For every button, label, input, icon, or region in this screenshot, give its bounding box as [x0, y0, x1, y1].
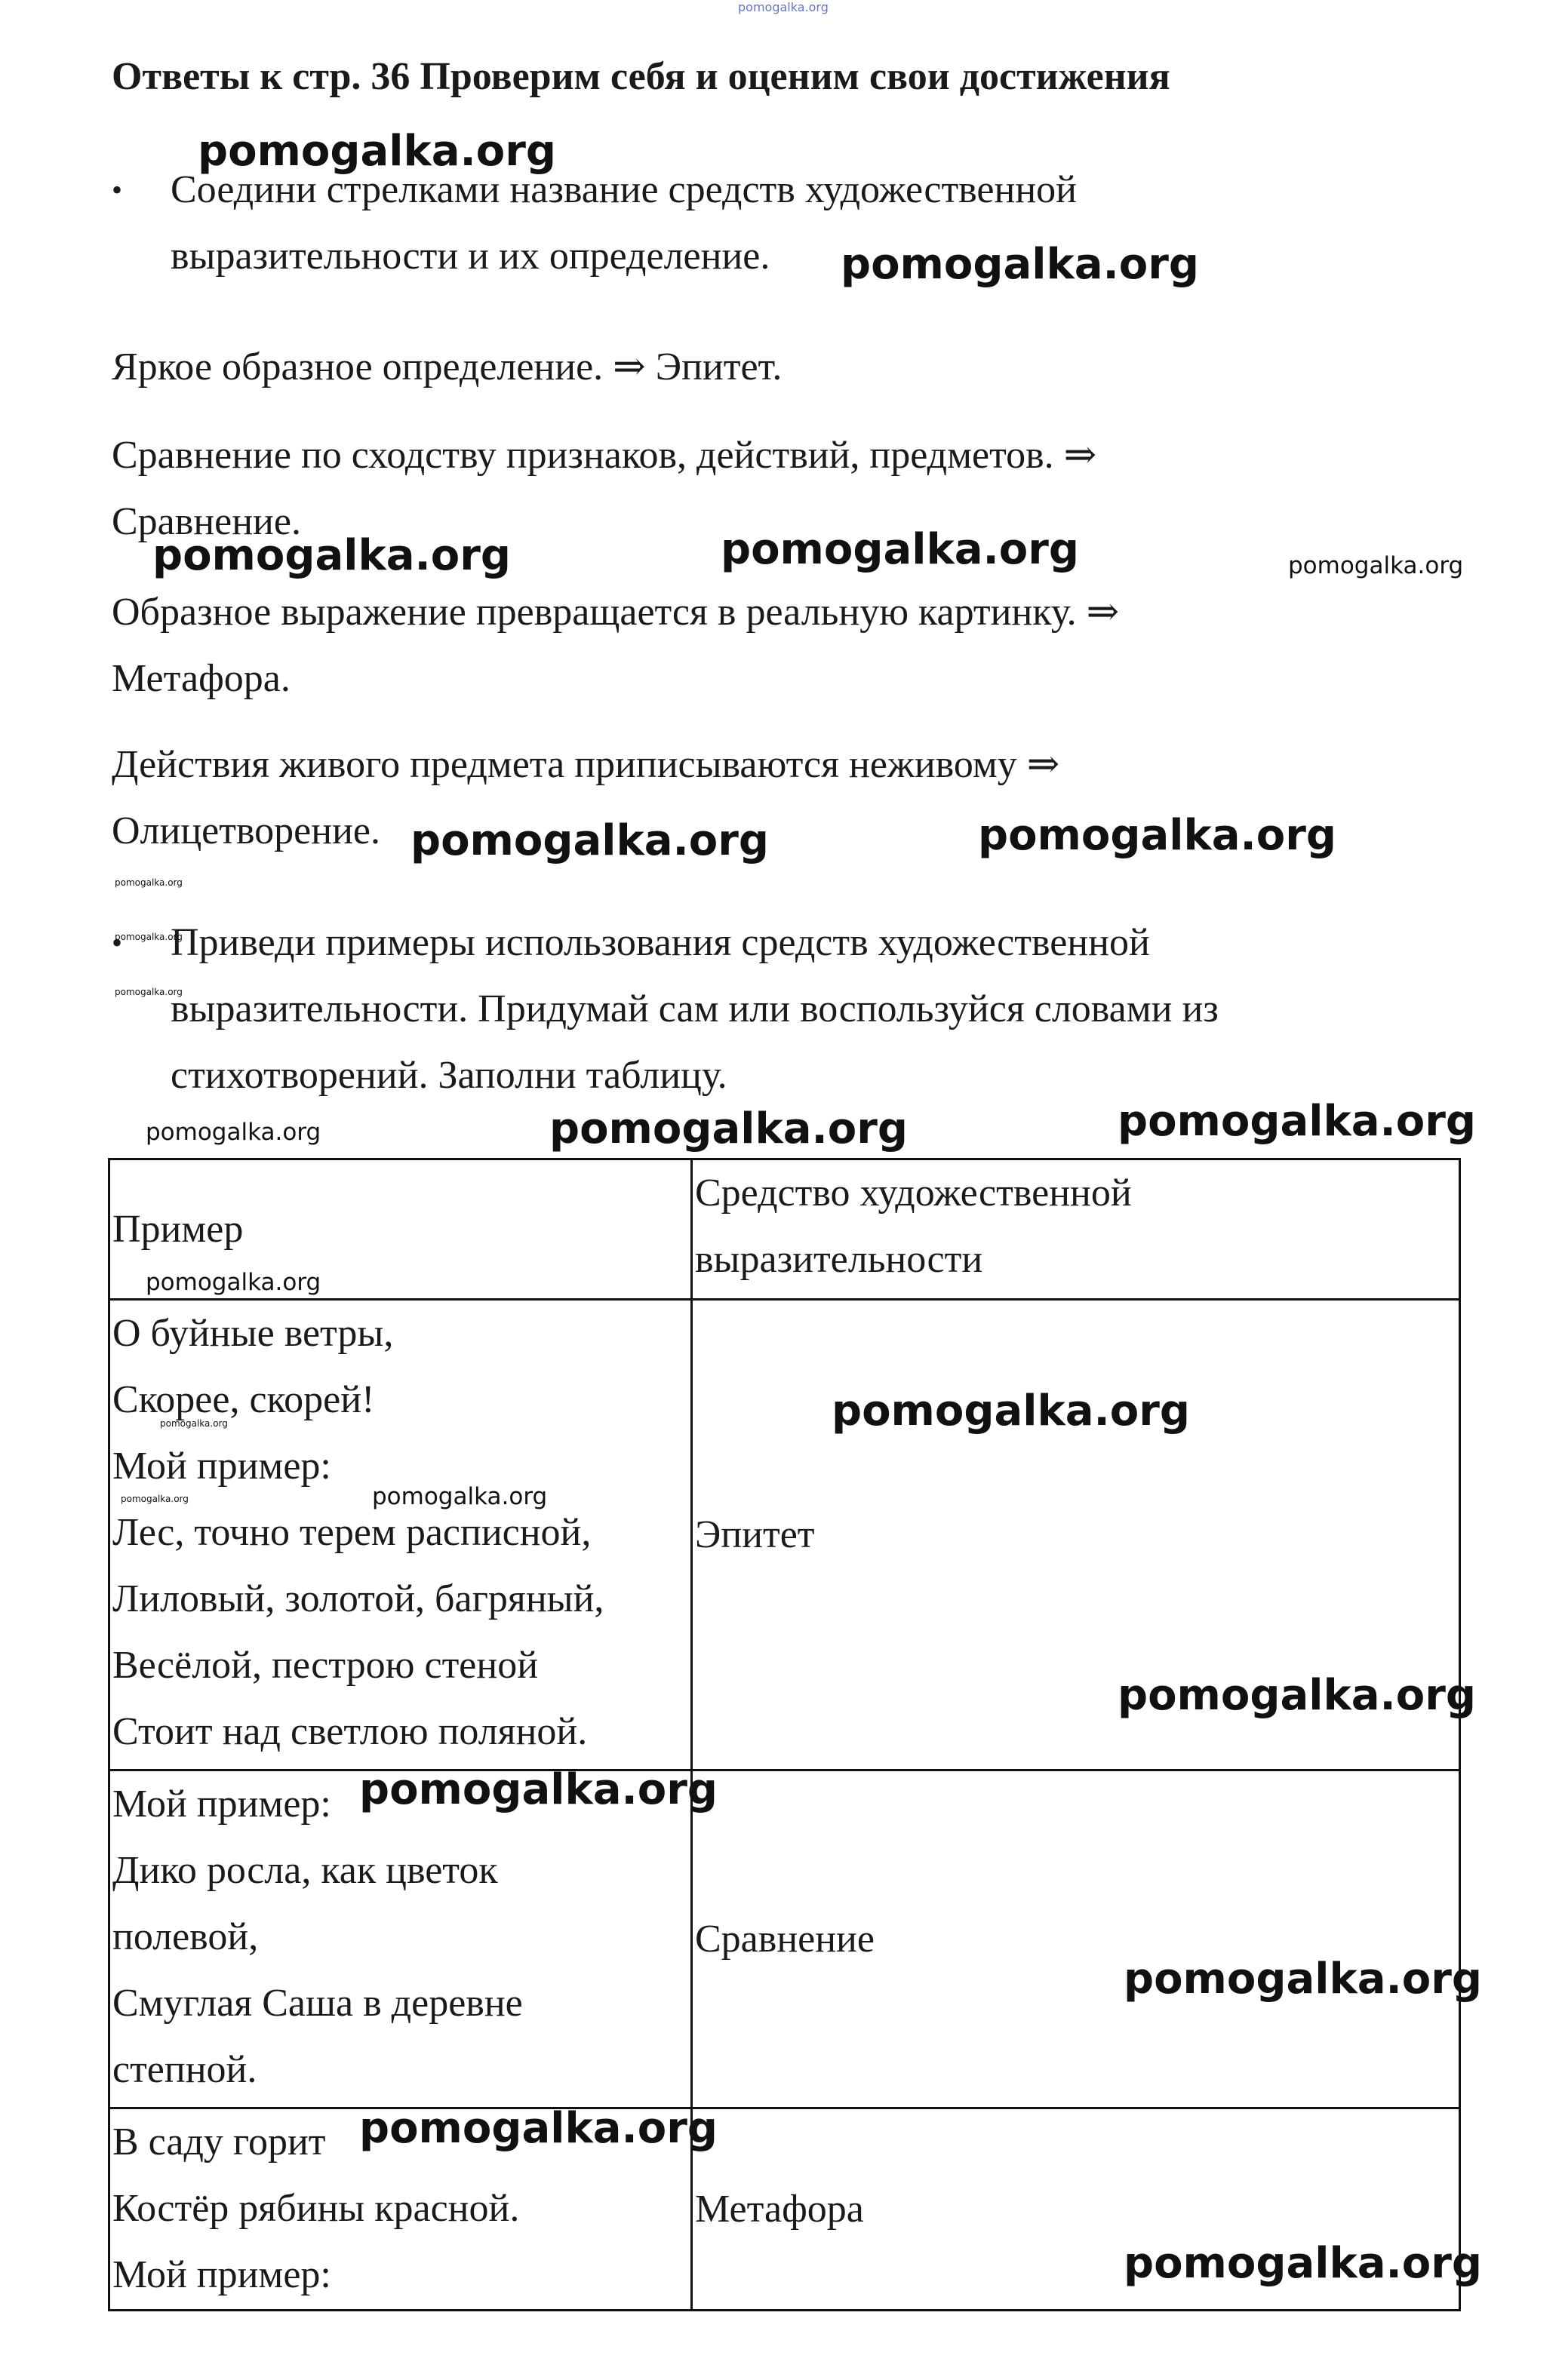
example-cell — [109, 1300, 692, 1770]
answer-line: Образное выражение превращается в реальную картинку. ⇒ — [112, 591, 1120, 634]
example-line: полевой, — [112, 1915, 259, 1958]
header-device-line: выразительности — [695, 1238, 983, 1281]
device-label: Сравнение — [695, 1917, 875, 1961]
example-line: Мой пример: — [112, 1783, 331, 1826]
example-line: Лиловый, золотой, багряный, — [112, 1577, 604, 1620]
example-line: Стоит над светлою поляной. — [112, 1710, 588, 1753]
example-line: Костёр рябины красной. — [112, 2187, 520, 2230]
example-line: степной. — [112, 2048, 257, 2091]
example-line: Смуглая Саша в деревне — [112, 1982, 523, 2025]
watermark: pomogalka.org — [410, 816, 769, 865]
watermark: pomogalka.org — [115, 932, 183, 942]
watermark: pomogalka.org — [359, 2104, 718, 2153]
answer-line: Метафора. — [112, 657, 291, 700]
page-title: Ответы к стр. 36 Проверим себя и оценим свои достижения — [112, 55, 1170, 98]
watermark: pomogalka.org — [115, 987, 183, 997]
watermark: pomogalka.org — [978, 811, 1336, 860]
example-line: Лес, точно терем расписной, — [112, 1511, 592, 1554]
task1-line: Соедини стрелками название средств художественной — [171, 168, 1077, 211]
header-example-label: Пример — [112, 1207, 244, 1251]
table-row — [109, 1770, 1460, 2108]
watermark: pomogalka.org — [372, 1483, 548, 1510]
example-line: Мой пример: — [112, 2253, 331, 2296]
watermark: pomogalka.org — [152, 531, 511, 580]
watermark: pomogalka.org — [198, 127, 556, 176]
task2-text — [171, 910, 1219, 1109]
device-label: Метафора — [695, 2187, 864, 2231]
answer-line: Олицетворение. — [112, 809, 380, 852]
task2-line: выразительности. Придумай сам или воспользуйся словами из — [171, 987, 1219, 1030]
example-line: Мой пример: — [112, 1445, 331, 1488]
watermark: pomogalka.org — [146, 1119, 321, 1146]
header-device-line: Средство художественной — [695, 1172, 1132, 1215]
watermark: pomogalka.org — [121, 1494, 189, 1504]
device-label: Эпитет — [695, 1512, 815, 1556]
answer-1 — [112, 334, 782, 401]
example-line: Дико росла, как цветок — [112, 1849, 498, 1892]
watermark: pomogalka.org — [160, 1418, 228, 1429]
watermark: pomogalka.org — [146, 1269, 321, 1296]
watermark: pomogalka.org — [1288, 552, 1464, 579]
header-device — [692, 1159, 1460, 1300]
task1-bullet: • — [112, 173, 123, 207]
watermark: pomogalka.org — [1124, 1955, 1482, 2004]
example-cell — [109, 1770, 692, 2108]
watermark: pomogalka.org — [115, 877, 183, 888]
task1-line: выразительности и их определение. — [171, 235, 770, 278]
watermark-top: pomogalka.org — [738, 0, 829, 14]
answer-line: Сравнение. — [112, 500, 301, 543]
watermark: pomogalka.org — [721, 525, 1079, 574]
answers-table — [108, 1158, 1461, 2311]
task2-line: Приведи примеры использования средств художественной — [171, 921, 1150, 964]
example-line: Весёлой, пестрою стеной — [112, 1644, 539, 1687]
example-line: В саду горит — [112, 2121, 326, 2163]
watermark: pomogalka.org — [832, 1387, 1190, 1436]
example-line: Скорее, скорей! — [112, 1378, 375, 1421]
device-cell — [692, 1770, 1460, 2108]
watermark: pomogalka.org — [841, 240, 1199, 289]
answer-line: Сравнение по сходству признаков, действий, предметов. ⇒ — [112, 434, 1097, 477]
answer-line: Яркое образное определение. ⇒ Эпитет. — [112, 345, 783, 388]
task2-bullet: • — [112, 926, 123, 960]
answer-line: Действия живого предмета приписываются неживому ⇒ — [112, 743, 1060, 786]
watermark: pomogalka.org — [1118, 1671, 1476, 1720]
task2-line: стихотворений. Заполни таблицу. — [171, 1054, 727, 1097]
watermark: pomogalka.org — [1118, 1097, 1476, 1146]
watermark: pomogalka.org — [359, 1765, 718, 1814]
answer-3 — [112, 579, 1119, 712]
watermark: pomogalka.org — [1124, 2239, 1482, 2288]
watermark: pomogalka.org — [549, 1104, 908, 1153]
example-line: О буйные ветры, — [112, 1312, 394, 1355]
